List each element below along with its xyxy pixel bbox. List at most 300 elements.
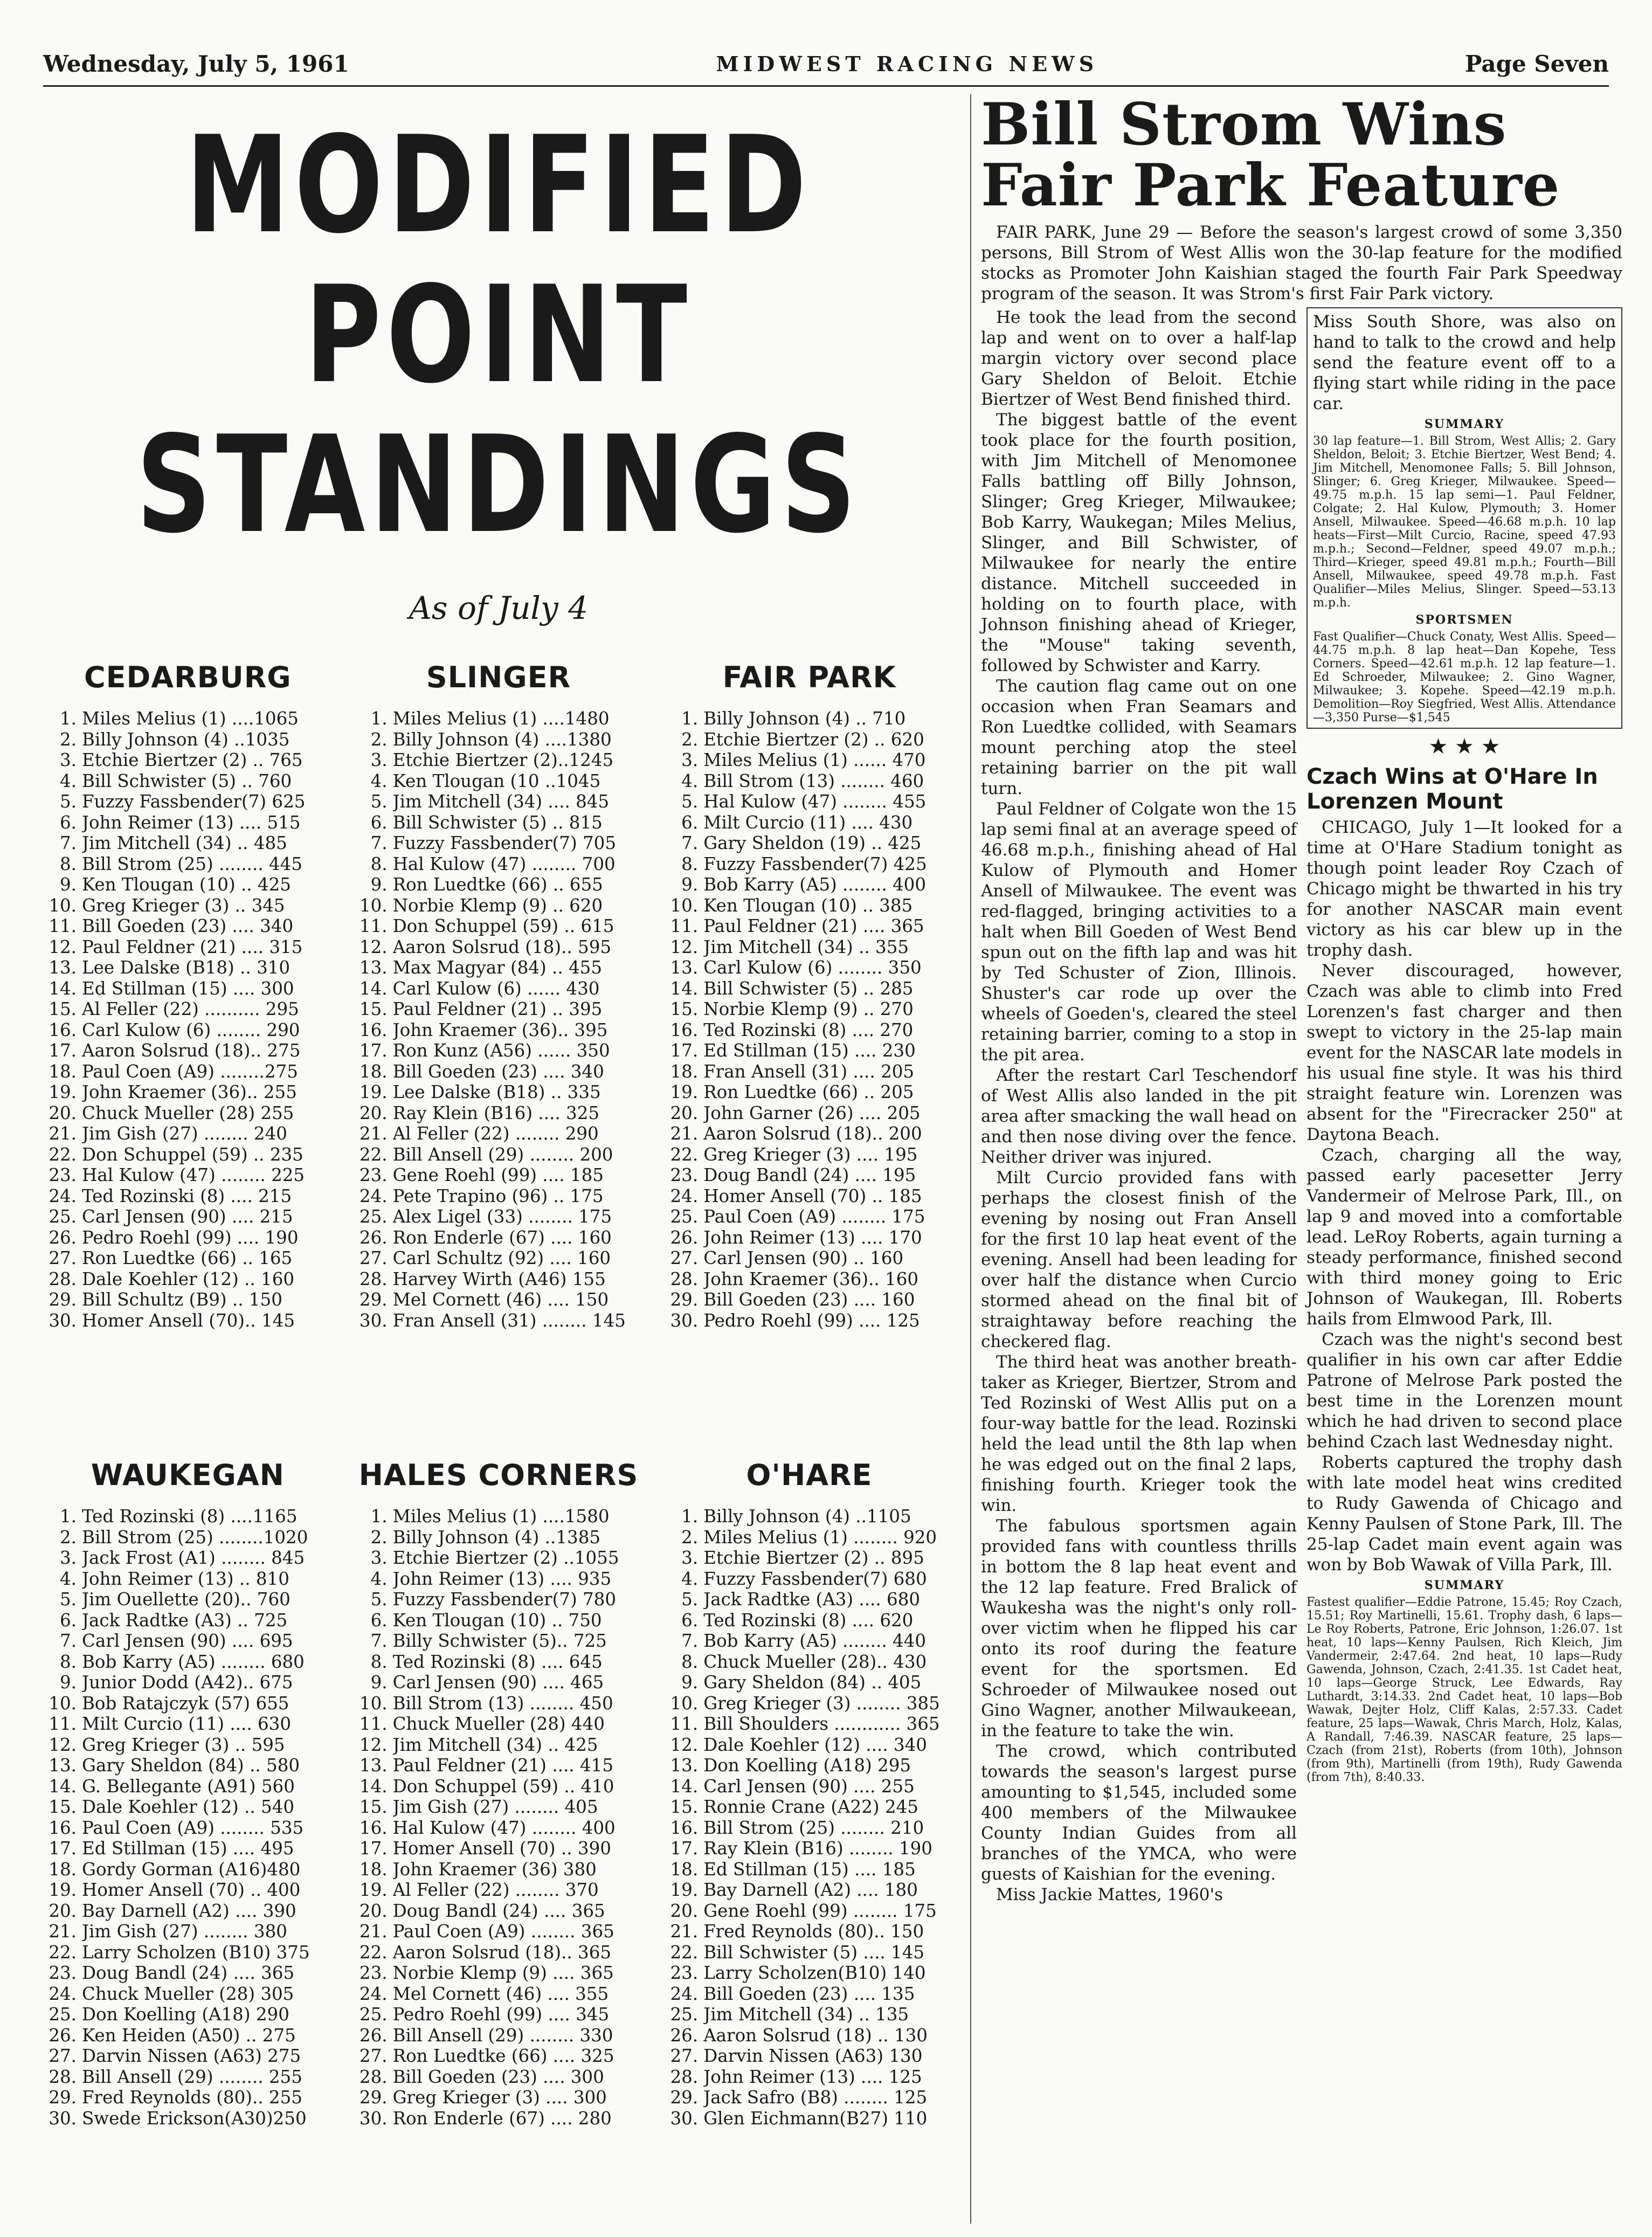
- rank: 14.: [49, 1776, 77, 1797]
- driver-points: Bill Strom (25) ........1020: [82, 1527, 308, 1548]
- rank: 8.: [681, 853, 699, 874]
- rank: 5.: [370, 791, 388, 812]
- rank: 24.: [359, 1983, 388, 2004]
- standings-row: [40, 1227, 336, 1248]
- standings-row: [351, 1589, 647, 1610]
- driver-points: Etchie Biertzer (2)..1245: [392, 750, 614, 770]
- track-name: HALES CORNERS: [358, 1458, 639, 1492]
- standings-row: [661, 729, 957, 750]
- driver-points: Hal Kulow (47) ........ 225: [82, 1165, 305, 1185]
- driver-points: Larry Scholzen(B10) 140: [703, 1963, 926, 1983]
- standings-row: [351, 1610, 647, 1631]
- rank: 28.: [670, 2066, 699, 2087]
- driver-points: Max Magyar (84) .. 455: [392, 957, 603, 978]
- driver-points: Aaron Solsrud (18).. 275: [82, 1040, 301, 1061]
- rank: 4.: [59, 1568, 77, 1589]
- standings-row: [40, 1206, 336, 1227]
- driver-points: Bay Darnell (A2) .... 180: [703, 1880, 918, 1900]
- rank: 21.: [359, 1123, 388, 1144]
- rank: 4.: [681, 1568, 699, 1589]
- standings-row: [661, 978, 957, 999]
- rank: 23.: [670, 1963, 699, 1983]
- rank: 7.: [59, 833, 77, 853]
- standings-row: [661, 1714, 957, 1735]
- rank: 22.: [359, 1942, 388, 1963]
- driver-points: Carl Jensen (90) .. 160: [703, 1248, 904, 1268]
- rank: 1.: [370, 708, 388, 729]
- driver-points: Aaron Solsrud (18).. 200: [703, 1123, 922, 1144]
- driver-points: Billy Johnson (4) ..1385: [392, 1527, 601, 1548]
- standings-row: [351, 1227, 647, 1248]
- driver-points: Ken Tlougan (10 ..1045: [392, 770, 601, 791]
- driver-points: Billy Schwister (5).. 725: [392, 1631, 607, 1651]
- driver-points: Chuck Mueller (28) 255: [82, 1102, 294, 1123]
- standings-row: [40, 2046, 336, 2067]
- standings-row: [351, 1165, 647, 1186]
- driver-points: Ed Stillman (15) .... 185: [703, 1859, 916, 1880]
- standings-row: [40, 1610, 336, 1631]
- standings-row: [40, 1569, 336, 1590]
- standings-row: [351, 1776, 647, 1797]
- rank: 17.: [359, 1838, 388, 1859]
- rank: 26.: [670, 2025, 699, 2046]
- driver-points: Don Koelling (A18) 295: [703, 1755, 911, 1776]
- rank: 7.: [681, 833, 699, 853]
- rank: 25.: [670, 1206, 699, 1227]
- rank: 9.: [59, 1672, 77, 1693]
- driver-points: John Reimer (13) .... 515: [82, 812, 301, 833]
- standings-row: [661, 1144, 957, 1165]
- driver-points: Darvin Nissen (A63) 130: [703, 2046, 923, 2066]
- standings-row: [40, 1901, 336, 1922]
- standings-row: [661, 1942, 957, 1963]
- standings-row: [40, 1506, 336, 1527]
- standings-row: [40, 1942, 336, 1963]
- rank: 10.: [670, 1693, 699, 1714]
- rank: 18.: [49, 1061, 77, 1082]
- track-table: [32, 660, 343, 1331]
- rank: 29.: [670, 1289, 699, 1310]
- standings-row: [40, 1165, 336, 1186]
- driver-points: Pete Trapino (96) .. 175: [392, 1185, 604, 1206]
- rank: 29.: [49, 1289, 77, 1310]
- driver-points: Etchie Biertzer (2) .. 620: [703, 729, 924, 750]
- driver-points: Hal Kulow (47) ........ 400: [392, 1817, 616, 1838]
- driver-points: Fuzzy Fassbender(7) 625: [82, 791, 306, 812]
- standings-row: [351, 999, 647, 1020]
- driver-points: Jim Gish (27) ........ 240: [82, 1123, 287, 1144]
- rank: 3.: [59, 1548, 77, 1568]
- standings-row: [351, 1818, 647, 1839]
- standings-row: [661, 791, 957, 812]
- rank: 28.: [359, 2066, 388, 2087]
- standings-row: [351, 1901, 647, 1922]
- rank: 11.: [49, 916, 77, 936]
- standings-row: [661, 1610, 957, 1631]
- standings-row: [40, 1631, 336, 1652]
- driver-points: Fuzzy Fassbender(7) 780: [392, 1589, 617, 1610]
- rank: 20.: [670, 1900, 699, 1921]
- driver-points: Don Schuppel (59) .. 615: [392, 916, 614, 936]
- standings-row: [351, 2087, 647, 2108]
- driver-points: Lee Dalske (B18) .. 335: [392, 1082, 601, 1102]
- standings-row: [351, 1942, 647, 1963]
- rank: 18.: [359, 1061, 388, 1082]
- rank: 18.: [359, 1859, 388, 1880]
- driver-points: Ray Klein (B16) .... 325: [392, 1102, 600, 1123]
- standings-row: [40, 1672, 336, 1693]
- rank: 4.: [370, 770, 388, 791]
- driver-points: John Kraemer (36).. 160: [703, 1268, 919, 1289]
- driver-points: Miles Melius (1) ...... 470: [703, 750, 926, 770]
- standings-row: [351, 1714, 647, 1735]
- driver-points: Chuck Mueller (28).. 430: [703, 1651, 927, 1672]
- standings-row: [40, 1755, 336, 1776]
- rank: 8.: [59, 853, 77, 874]
- standings-row: [661, 1061, 957, 1082]
- rank: 10.: [359, 895, 388, 916]
- standings-row: [351, 791, 647, 812]
- standings-row: [661, 1123, 957, 1144]
- story-para: Paul Feldner of Colgate won the 15 lap semi final at an average speed of 46.68 m.p.h., finishing ahead of Hal Kulow of Plymouth and Homer Ansell of Milwaukee. The event was red-flagged, bringing activities to a halt when Bill Goeden of West Bend spun out on the fifth lap and was hit by Ted Schuster of Zion, Illinois. Shuster's car rode up over the wheels of Goeden's, cleared the steel retaining barrier, coming to a stop in the pit area.: [981, 799, 1297, 1065]
- driver-points: Swede Erickson(A30)250: [82, 2108, 307, 2129]
- driver-points: Ted Rozinski (8) .... 645: [392, 1651, 603, 1672]
- rank: 8.: [59, 1651, 77, 1672]
- standings-row: [40, 2108, 336, 2129]
- rank: 11.: [670, 916, 699, 936]
- rank: 3.: [59, 750, 77, 770]
- standings-row: [40, 750, 336, 771]
- standings-title-line-3: STANDINGS: [136, 408, 861, 563]
- driver-points: Norbie Klemp (9) .. 620: [392, 895, 603, 916]
- driver-points: Carl Jensen (90) .... 465: [392, 1672, 604, 1693]
- rank: 14.: [359, 1776, 388, 1797]
- standings-as-of: As of July 4: [409, 590, 589, 626]
- driver-points: Paul Feldner (21) .. 395: [392, 999, 603, 1019]
- standings-row: [661, 750, 957, 771]
- driver-points: Mel Cornett (46) .... 150: [392, 1289, 609, 1310]
- standings-row: [351, 1082, 647, 1103]
- rank: 16.: [670, 1019, 699, 1040]
- rank: 21.: [359, 1921, 388, 1942]
- rank: 12.: [670, 936, 699, 957]
- driver-points: Don Schuppel (59) .. 235: [82, 1144, 303, 1165]
- driver-points: Ron Enderle (67) .... 160: [392, 1227, 612, 1248]
- standings-row: [661, 2004, 957, 2025]
- standings-row: [40, 2025, 336, 2046]
- standings-row: [351, 1652, 647, 1673]
- rank: 17.: [49, 1040, 77, 1061]
- driver-points: Gary Sheldon (84) .. 405: [703, 1672, 922, 1693]
- driver-points: Bill Schwister (5) .... 145: [703, 1942, 925, 1963]
- driver-points: Dale Koehler (12) .... 340: [703, 1734, 927, 1755]
- driver-points: Paul Coen (A9) ........ 535: [82, 1817, 304, 1838]
- standings-row: [40, 2004, 336, 2025]
- driver-points: Doug Bandl (24) .... 365: [82, 1963, 295, 1983]
- rank: 26.: [670, 1227, 699, 1248]
- rank: 19.: [359, 1880, 388, 1900]
- rank: 1.: [59, 1506, 77, 1527]
- standings-row: [40, 729, 336, 750]
- rank: 17.: [670, 1040, 699, 1061]
- rank: 2.: [59, 1527, 77, 1548]
- standings-row: [661, 1527, 957, 1548]
- standings-row: [661, 1569, 957, 1590]
- standings-row: [661, 2046, 957, 2067]
- rank: 5.: [59, 1589, 77, 1610]
- rank: 20.: [49, 1102, 77, 1123]
- rank: 21.: [670, 1921, 699, 1942]
- standings-row: [661, 1818, 957, 1839]
- standings-row: [351, 2004, 647, 2025]
- driver-points: Homer Ansell (70) .. 400: [82, 1880, 301, 1900]
- driver-points: Paul Feldner (21) .... 415: [392, 1755, 614, 1776]
- standings-row: [351, 1755, 647, 1776]
- rank: 17.: [359, 1040, 388, 1061]
- rank: 8.: [681, 1651, 699, 1672]
- driver-points: Paul Coen (A9) ........275: [82, 1061, 298, 1082]
- standings-row: [661, 1693, 957, 1714]
- standings-row: [351, 750, 647, 771]
- driver-points: Ronnie Crane (A22) 245: [703, 1797, 918, 1817]
- driver-points: Jim Mitchell (34) .. 135: [703, 2004, 909, 2025]
- rank: 4.: [681, 770, 699, 791]
- standings-row: [351, 1693, 647, 1714]
- driver-points: Bay Darnell (A2) .... 390: [82, 1900, 296, 1921]
- issue-date: Wednesday, July 5, 1961: [43, 50, 349, 77]
- standings-row: [40, 1652, 336, 1673]
- rank: 15.: [359, 1797, 388, 1817]
- rank: 30.: [359, 2108, 388, 2129]
- rank: 1.: [681, 1506, 699, 1527]
- sportsmen-heading: SPORTSMEN: [1415, 612, 1513, 627]
- rank: 30.: [359, 1310, 388, 1331]
- standings-row: [40, 791, 336, 812]
- standings-row: [661, 1310, 957, 1331]
- driver-points: Ed Stillman (15) .... 230: [703, 1040, 916, 1061]
- standings-row: [661, 874, 957, 895]
- standings-row: [351, 1548, 647, 1569]
- story-para: Czach was the night's second best qualifier in his own car after Eddie Patrone of Melrose Park posted the best time in the Lorenzen mount which he had driven to second place behind Czach last Wednesday night.: [1307, 1329, 1622, 1452]
- rank: 25.: [359, 1206, 388, 1227]
- standings-row: [661, 1289, 957, 1310]
- standings-row: [661, 1797, 957, 1818]
- rank: 3.: [370, 1548, 388, 1568]
- fairpark-right-para: Miss South Shore, was also on hand to talk to the crowd and help send the feature event off to a flying start while riding in the pace car.: [1313, 312, 1616, 413]
- standings-row: [40, 1984, 336, 2005]
- driver-points: Etchie Biertzer (2) .. 765: [82, 750, 303, 770]
- standings-row: [661, 1652, 957, 1673]
- rank: 19.: [359, 1082, 388, 1102]
- standings-row: [351, 895, 647, 916]
- standings-list: [40, 708, 336, 1331]
- driver-points: Don Koelling (A18) 290: [82, 2004, 289, 2025]
- rank: 25.: [359, 2004, 388, 2025]
- standings-row: [40, 1082, 336, 1103]
- rank: 29.: [670, 2087, 699, 2108]
- driver-points: Greg Krieger (3) .. 345: [82, 895, 285, 916]
- driver-points: Ted Rozinski (8) .... 270: [703, 1019, 914, 1040]
- standings-row: [351, 1921, 647, 1942]
- rank: 28.: [49, 1268, 77, 1289]
- rank: 2.: [681, 729, 699, 750]
- rank: 8.: [370, 853, 388, 874]
- standings-row: [40, 1103, 336, 1124]
- rank: 20.: [49, 1900, 77, 1921]
- rank: 19.: [49, 1082, 77, 1102]
- driver-points: Fran Ansell (31) .... 205: [703, 1061, 915, 1082]
- rank: 5.: [681, 1589, 699, 1610]
- standings-row: [40, 1527, 336, 1548]
- driver-points: Paul Coen (A9) ........ 365: [392, 1921, 614, 1942]
- rank: 15.: [670, 999, 699, 1019]
- driver-points: Jim Mitchell (34) .. 425: [392, 1734, 598, 1755]
- driver-points: Billy Johnson (4) ..1105: [703, 1506, 911, 1527]
- fairpark-left-column: [981, 307, 1297, 1905]
- driver-points: Larry Scholzen (B10) 375: [82, 1942, 310, 1963]
- fairpark-right-column: [1307, 307, 1622, 1905]
- rank: 13.: [359, 1755, 388, 1776]
- driver-points: Aaron Solsrud (18).. 365: [392, 1942, 612, 1963]
- driver-points: Al Feller (22) ........ 290: [392, 1123, 599, 1144]
- driver-points: Bill Schultz (B9) .. 150: [82, 1289, 282, 1310]
- standings-row: [351, 1984, 647, 2005]
- driver-points: Bill Ansell (29) ........ 200: [392, 1144, 613, 1165]
- driver-points: Jack Frost (A1) ........ 845: [82, 1548, 305, 1568]
- masthead: [43, 42, 1609, 87]
- standings-row: [351, 916, 647, 937]
- driver-points: Milt Curcio (11) .... 430: [703, 812, 913, 833]
- rank: 27.: [49, 2046, 77, 2066]
- standings-row: [661, 1963, 957, 1984]
- story-para: Never discouraged, however, Czach was able to climb into Fred Lorenzen's fast charger and then swept to victory in the 25-lap main event for the NASCAR late models in his usual fine style. It was his third straight feature win. Lorenzen was absent for the "Firecracker 250" at Daytona Beach.: [1307, 961, 1622, 1144]
- rank: 17.: [670, 1838, 699, 1859]
- rank: 29.: [359, 2087, 388, 2108]
- rank: 22.: [670, 1942, 699, 1963]
- standings-row: [351, 2025, 647, 2046]
- rank: 9.: [681, 874, 699, 895]
- rank: 28.: [359, 1268, 388, 1289]
- standings-row: [351, 1880, 647, 1901]
- driver-points: Junior Dodd (A42).. 675: [82, 1672, 293, 1693]
- standings-row: [661, 1776, 957, 1797]
- rank: 5.: [370, 1589, 388, 1610]
- track-table: [32, 1458, 343, 2129]
- standings-row: [351, 2067, 647, 2088]
- driver-points: Ron Luedtke (66) .. 165: [82, 1248, 293, 1268]
- track-table: [343, 660, 654, 1331]
- rank: 26.: [49, 2025, 77, 2046]
- standings-row: [40, 833, 336, 854]
- driver-points: Billy Johnson (4) ....1380: [392, 729, 612, 750]
- fairpark-lead: [981, 222, 1622, 304]
- driver-points: Ed Stillman (15) .... 300: [82, 978, 294, 999]
- track-table: [654, 660, 965, 1331]
- driver-points: Jack Radtke (A3) .... 680: [703, 1589, 921, 1610]
- driver-points: Miles Melius (1) ........ 920: [703, 1527, 937, 1548]
- rank: 22.: [359, 1144, 388, 1165]
- rank: 25.: [49, 1206, 77, 1227]
- driver-points: Doug Bandl (24) .... 365: [392, 1900, 605, 1921]
- rank: 7.: [681, 1631, 699, 1651]
- standings-row: [351, 1020, 647, 1041]
- rank: 9.: [681, 1672, 699, 1693]
- driver-points: Alex Ligel (33) ........ 175: [392, 1206, 612, 1227]
- standings-row: [40, 1859, 336, 1880]
- standings-row: [351, 1269, 647, 1290]
- standings-row: [661, 1506, 957, 1527]
- track-name: SLINGER: [426, 660, 571, 694]
- sportsmen-summary: Fast Qualifier—Chuck Conaty, West Allis. Speed—44.75 m.p.h. 8 lap heat—Dan Kopehe, Tess Corners. Speed—42.61 m.p.h. 12 lap feature—1. Ed Schroeder, Milwaukee; 2. Gino Wagner, Milwaukee; 3. Kopehe. Speed—42.19 m.p.h. Demolition—Roy Siegfried, West Allis. Attendance—3,350 Purse—$1,545: [1313, 630, 1616, 724]
- driver-points: Fred Reynolds (80).. 255: [82, 2087, 302, 2108]
- page-number: Page Seven: [1464, 50, 1609, 77]
- driver-points: Jim Gish (27) ........ 380: [82, 1921, 287, 1942]
- driver-points: Homer Ansell (70).. 145: [82, 1310, 295, 1331]
- rank: 22.: [49, 1144, 77, 1165]
- standings-row: [40, 1186, 336, 1207]
- driver-points: John Reimer (13) .... 170: [703, 1227, 922, 1248]
- rank: 6.: [681, 812, 699, 833]
- standings-row: [351, 1103, 647, 1124]
- driver-points: John Kraemer (36).. 255: [82, 1082, 297, 1102]
- rank: 18.: [670, 1061, 699, 1082]
- rank: 26.: [49, 1227, 77, 1248]
- rank: 11.: [49, 1714, 77, 1734]
- standings-row: [40, 1776, 336, 1797]
- standings-row: [661, 895, 957, 916]
- track-table: [343, 1458, 654, 2129]
- rank: 23.: [359, 1963, 388, 1983]
- rank: 10.: [49, 895, 77, 916]
- fairpark-headline: Bill Strom Wins Fair Park Feature: [981, 91, 1560, 220]
- standings-row: [40, 1714, 336, 1735]
- rank: 13.: [49, 1755, 77, 1776]
- driver-points: Darvin Nissen (A63) 275: [82, 2046, 301, 2066]
- rank: 23.: [359, 1165, 388, 1185]
- rank: 11.: [670, 1714, 699, 1734]
- rank: 23.: [49, 1165, 77, 1185]
- rank: 14.: [670, 978, 699, 999]
- standings-row: [351, 1206, 647, 1227]
- standings-list: [351, 1506, 647, 2129]
- rank: 10.: [670, 895, 699, 916]
- standings-row: [661, 1755, 957, 1776]
- rank: 9.: [370, 874, 388, 895]
- driver-points: Ken Tlougan (10) .. 385: [703, 895, 913, 916]
- standings-row: [40, 1248, 336, 1269]
- rank: 21.: [49, 1921, 77, 1942]
- driver-points: Ted Rozinski (8) ....1165: [82, 1506, 298, 1527]
- driver-points: Lee Dalske (B18) .. 310: [82, 957, 291, 978]
- story-para: Miss Jackie Mattes, 1960's: [996, 1884, 1223, 1904]
- rank: 2.: [681, 1527, 699, 1548]
- driver-points: Jim Mitchell (34) .. 485: [82, 833, 287, 853]
- driver-points: Milt Curcio (11) .... 630: [82, 1714, 292, 1734]
- rank: 4.: [370, 1568, 388, 1589]
- standings-list: [661, 708, 957, 1331]
- standings-row: [661, 916, 957, 937]
- track-name: O'HARE: [746, 1458, 873, 1492]
- rank: 26.: [359, 2025, 388, 2046]
- driver-points: Hal Kulow (47) ........ 455: [703, 791, 927, 812]
- driver-points: Fuzzy Fassbender(7) 425: [703, 853, 927, 874]
- rank: 30.: [670, 2108, 699, 2129]
- standings-row: [661, 937, 957, 958]
- rank: 8.: [370, 1651, 388, 1672]
- driver-points: Jim Mitchell (34) .. 355: [703, 936, 909, 957]
- story-para: The biggest battle of the event took place for the fourth position, with Jim Mitchell of Menomonee Falls battling off Billy Johnson, Slinger; Greg Krieger, Milwaukee; Bob Karry, Waukegan; Miles Melius, Slinger, and Bill Schwister, of Milwaukee for nearly the entire distance. Mitchell succeeded in holding on to fourth place, with Johnson finishing ahead of Krieger, the "Mouse" taking seventh, followed by Schwister and Karry.: [981, 410, 1297, 675]
- driver-points: Bill Shoulders ............ 365: [703, 1714, 940, 1734]
